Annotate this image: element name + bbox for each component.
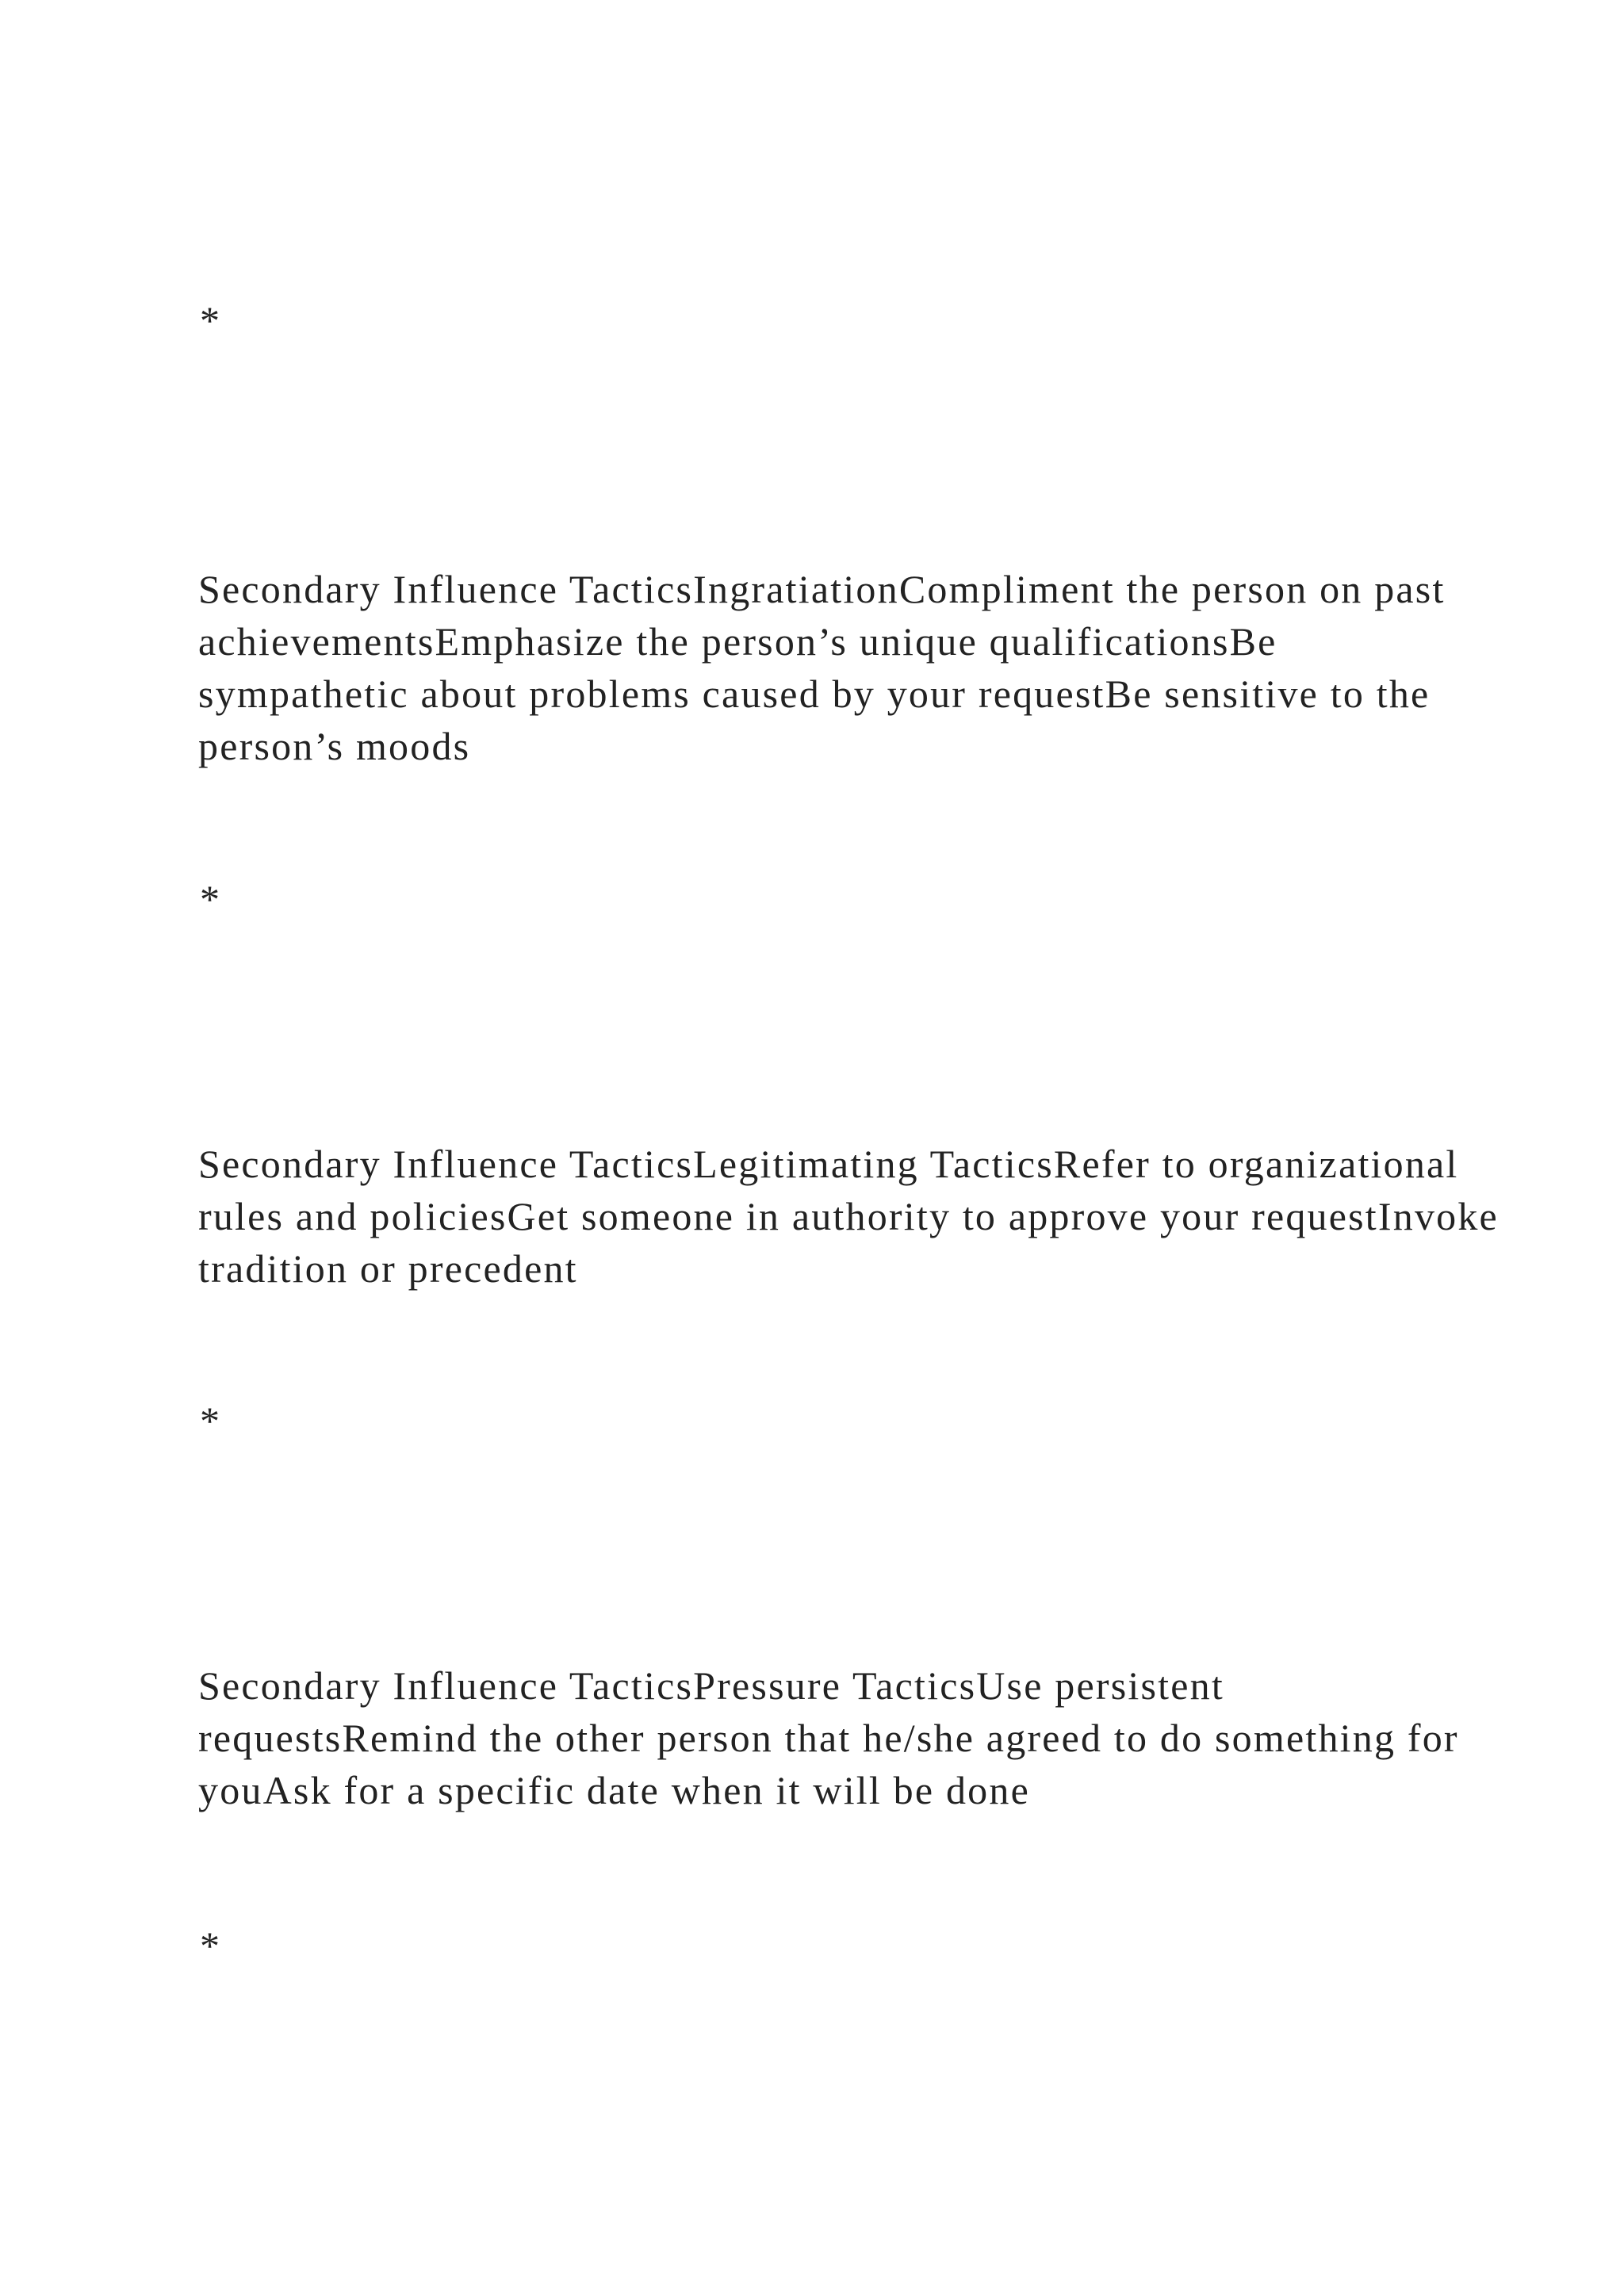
slide-text-pressure-tactics: Secondary Influence TacticsPressure TacticsUse persistent requestsRemind the other person that he/she agreed to do something for youAsk for a specific date when it will be done	[198, 1663, 1459, 1812]
slide-text-ingratiation: Secondary Influence TacticsIngratiationCompliment the person on past achievementsEmphasize the person’s unique qualificationsBe sympathetic about problems caused by your requestBe sensitive to the person’s moods	[198, 567, 1446, 768]
slide-text-legitimating-tactics: Secondary Influence TacticsLegitimating TacticsRefer to organizational rules and policiesGet someone in authority to approve your requestInvoke tradition or precedent	[198, 1142, 1499, 1291]
slide-marker: *	[200, 1923, 220, 1968]
slide-marker: *	[200, 298, 220, 342]
slide-marker: *	[200, 877, 220, 921]
slide-marker: *	[200, 1399, 220, 1443]
